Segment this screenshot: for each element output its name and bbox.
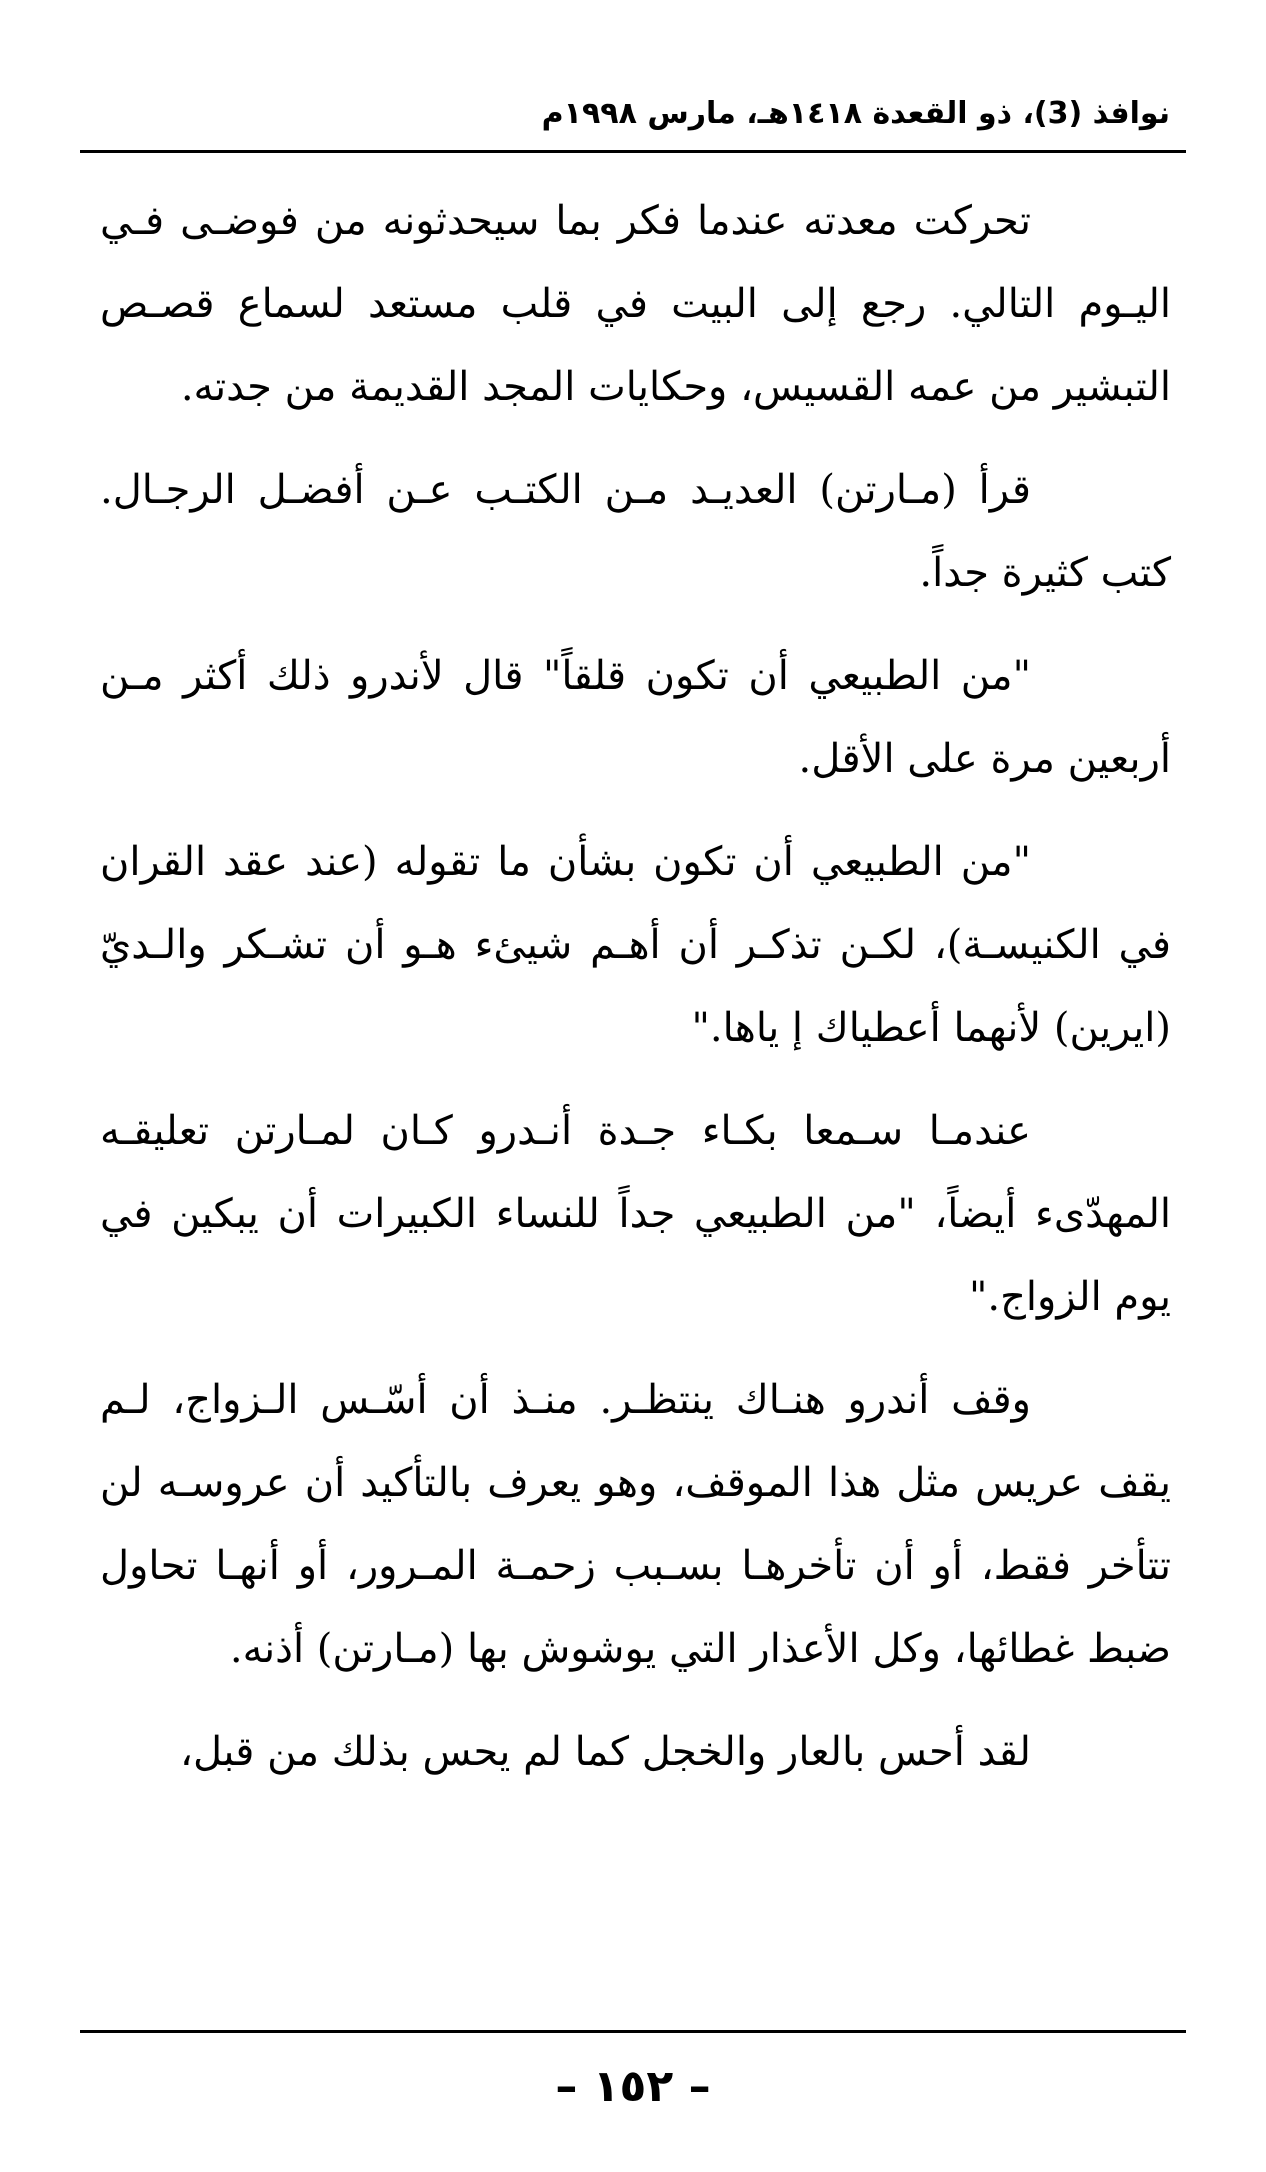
header-rule: [80, 150, 1186, 153]
paragraph-3: "من الطبيعي أن تكون قلقاً" قال لأندرو ذلك أكثر مـن أربعين مرة على الأقل.: [100, 653, 1171, 782]
running-head: نوافذ (3)، ذو القعدة ١٤١٨هـ، مارس ١٩٩٨م: [541, 96, 1170, 131]
paragraph-7: لقد أحس بالعار والخجل كما لم يحس بذلك من قبل،: [180, 1729, 1031, 1775]
paragraph-6: وقف أندرو هنـاك ينتظـر. منـذ أن أسّـس الـزواج، لـم يقف عريس مثل هذا الموقف، وهو يعرف بالتأكيد أن عروسـه لن تتأخر فقط، أو أن تأخرهـا بسـبب زحمـة المـرور، أو أنهـا تحاول ضبط غطائها، وكل الأعذار التي يوشوش بها (مـارتن) أذنه.: [100, 1377, 1171, 1672]
paragraph-5: عندمـا سـمعا بكـاء جـدة أنـدرو كـان لمـارتن تعليقـه المهدّىء أيضاً، "من الطبيعي جداً للنساء الكبيرات أن يبكين في يوم الزواج.": [100, 1108, 1171, 1320]
paragraph-4: "من الطبيعي أن تكون بشأن ما تقوله (عند عقد القران في الكنيسـة)، لكـن تذكـر أن أهـم شيئء هـو أن تشـكر والـديّ (ايرين) لأنهما أعطياك إ ياها.": [100, 839, 1171, 1051]
footer-rule: [80, 2030, 1186, 2033]
body-text: [100, 180, 1171, 1794]
page-number: – ١٥٢ –: [555, 2061, 711, 2112]
paragraph-1: تحركت معدته عندما فكر بما سيحدثونه من فوضـى فـي اليـوم التالي. رجع إلى البيت في قلب مستعد لسماع قصـص التبشير من عمه القسيس، وحكايات المجد القديمة من جدته.: [100, 198, 1171, 410]
paragraph-2: قرأ (مـارتن) العديـد مـن الكتـب عـن أفضـل الرجـال. كتب كثيرة جداً.: [100, 467, 1171, 596]
